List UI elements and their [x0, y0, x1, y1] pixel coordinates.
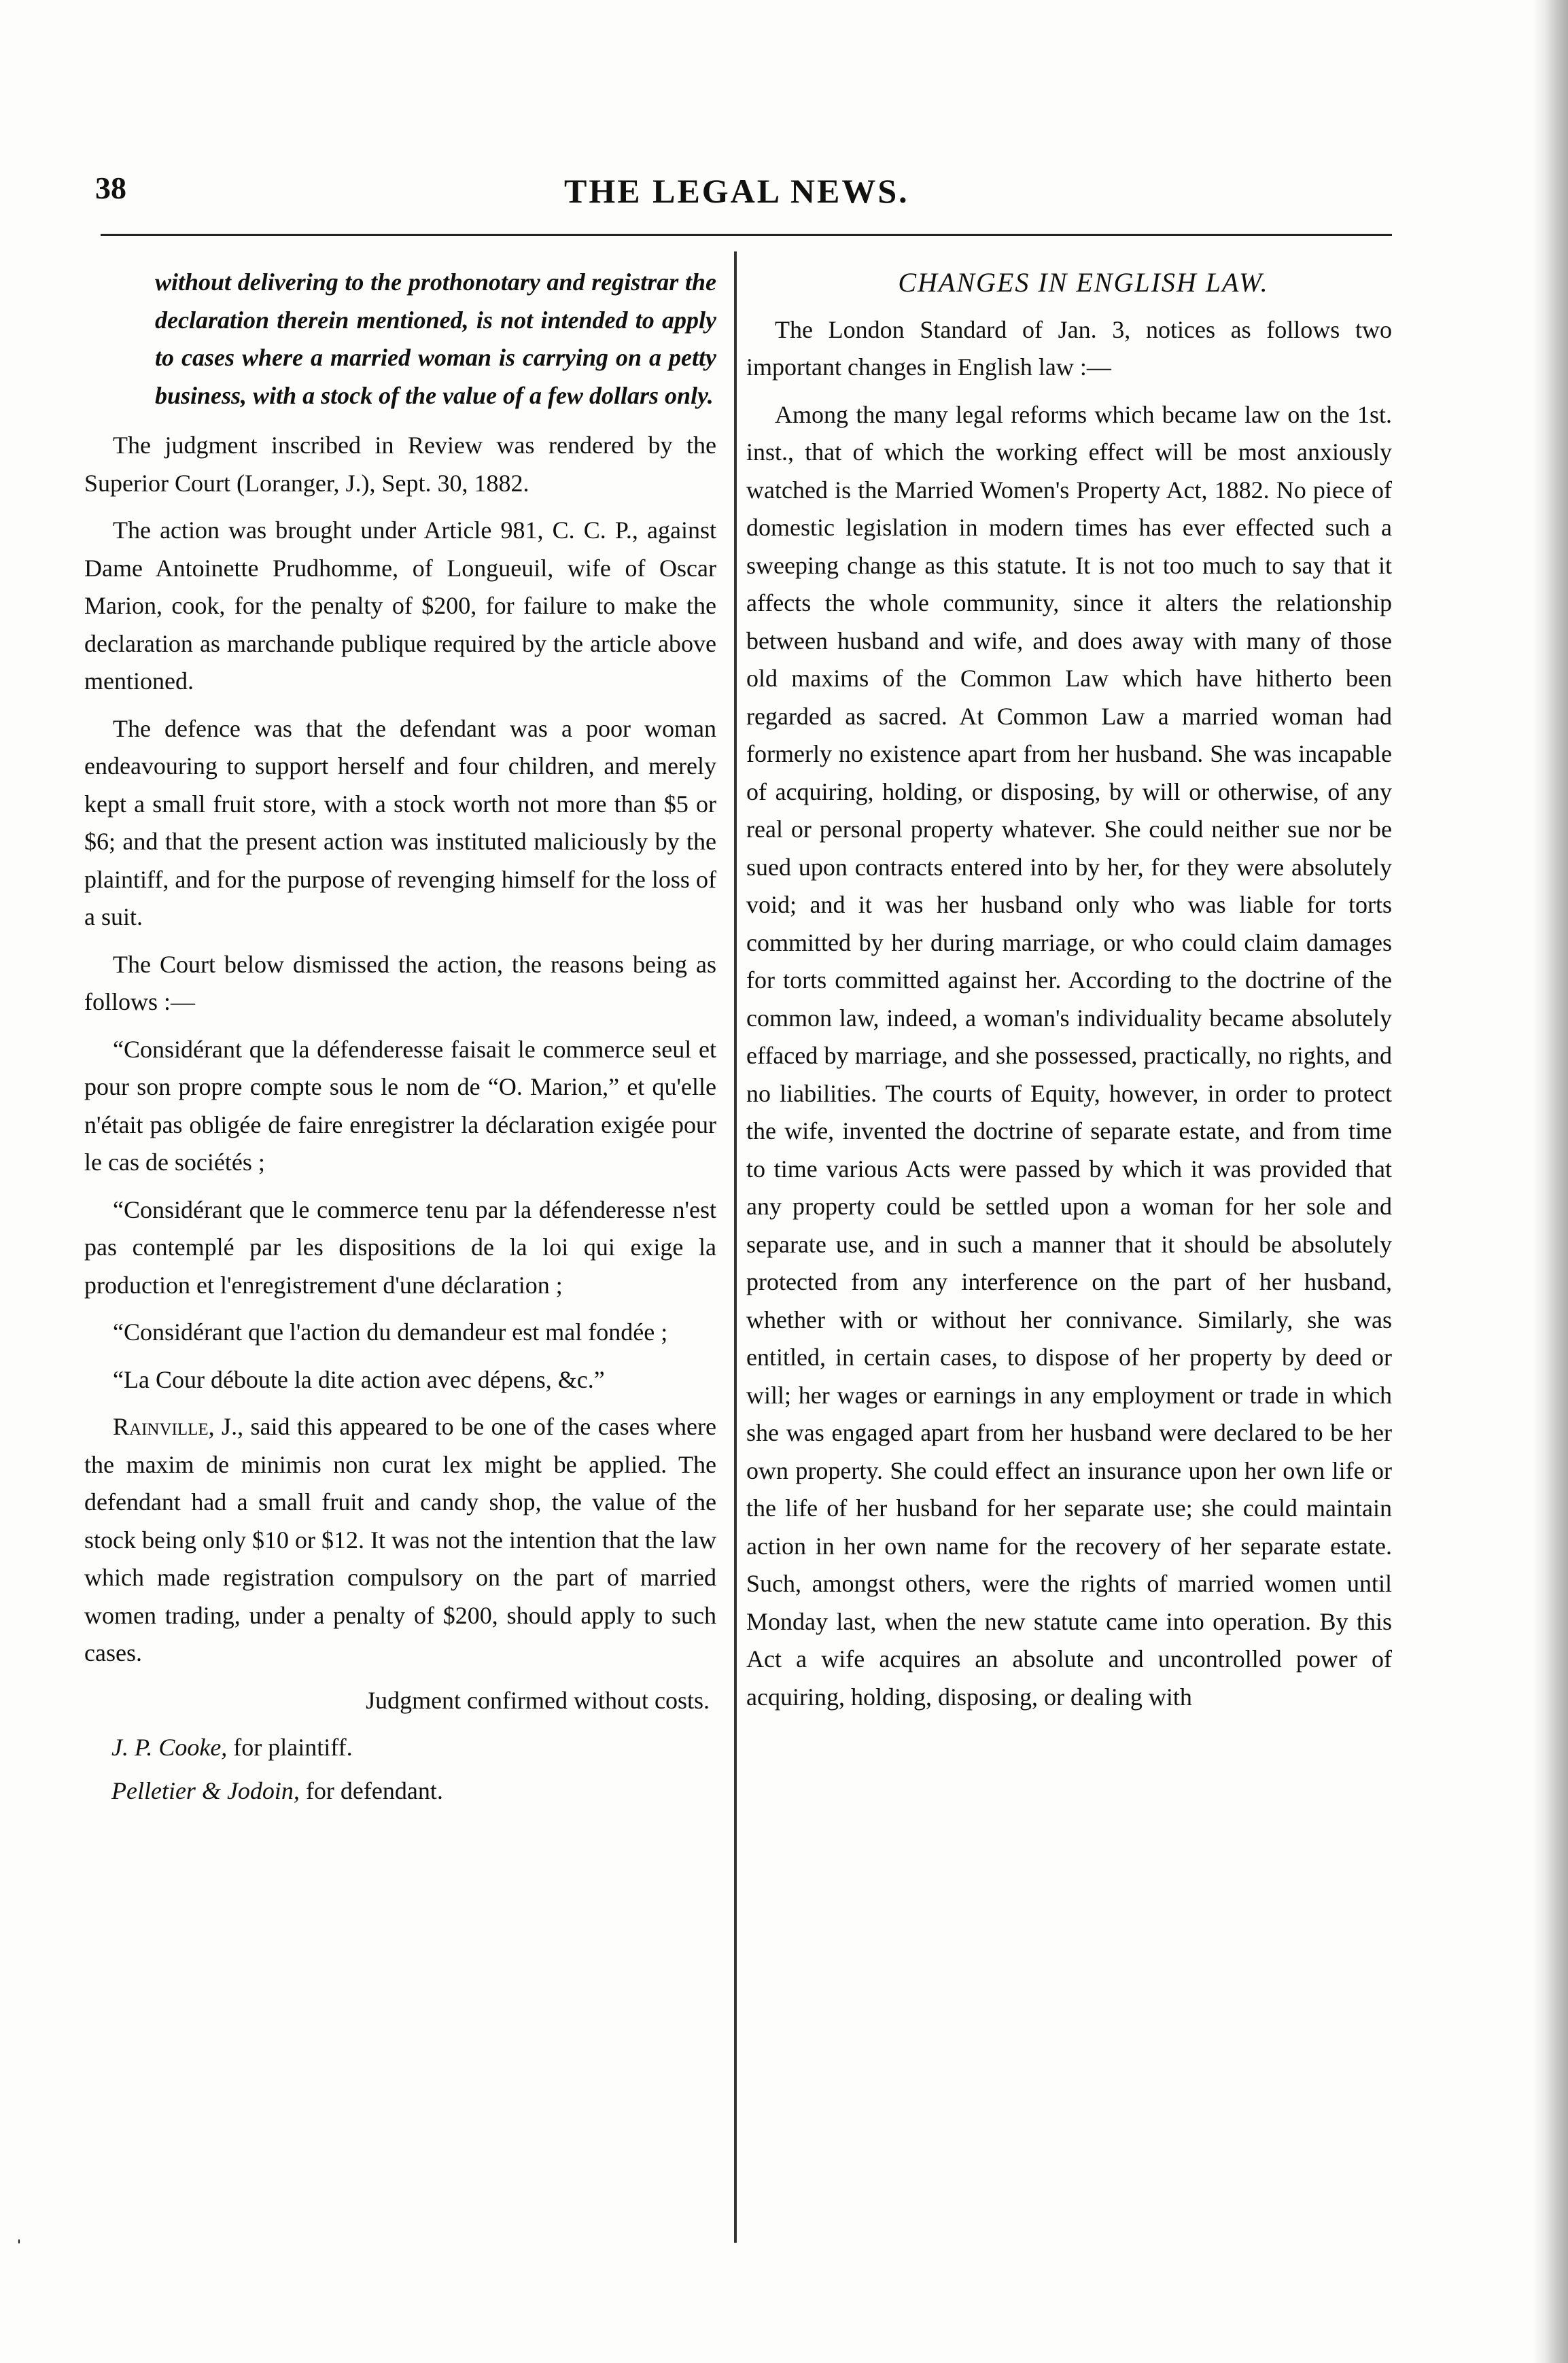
paragraph-action: The action was brought under Article 981, C. C. P., against Dame Antoinette Prudhomme, of Longueuil, wife of Oscar Marion, cook, for the penalty of $200, for failure to make the declaration as marchande publique required by the article above mentioned. [84, 517, 716, 695]
paragraph-court-below: The Court below dismissed the action, the reasons being as follows :— [84, 950, 716, 1015]
paragraph-review: The judgment inscribed in Review was rendered by the Superior Court (Loranger, J.), Sept. 30, 1882. [84, 432, 716, 497]
counsel-defendant-role: for defendant. [299, 1776, 443, 1804]
article-intro: The London Standard of Jan. 3, notices as follows two important changes in English law :— [746, 315, 1392, 381]
article-body: Among the many legal reforms which became law on the 1st. inst., that of which the working effect will be most anxiously watched is the Married Women's Property Act, 1882. No piece of domestic legislation in modern times has ever effected such a sweeping change as this statute. It is not too much to say that it affects the whole community, since it alters the relationship between husband and wife, and does away with many of those old maxims of the Common Law which have hitherto been regarded as sacred. At Common Law a married woman had formerly no existence apart from her husband. She was incapable of acquiring, holding, or disposing, by will or otherwise, of any real or personal property whatever. She could neither sue nor be sued upon contracts entered into by her, for they were absolutely void; and it was her husband only who was liable for torts committed by her during marriage, or who could claim damages for torts committed against her. According to the doctrine of the common law, indeed, a woman's individuality became absolutely effaced by marriage, and she possessed, practically, no rights, and no liabilities. The courts of Equity, however, in order to protect the wife, invented the doctrine of separate estate, and from time to time various Acts were passed by which it was provided that any property could be settled upon a woman for her sole and separate use, and in such a manner that it should be absolutely protected from any interference on the part of her husband, whether with or without her connivance. Similarly, she was entitled, in certain cases, to dispose of her property by deed or will; her wages or earnings in any employment or trade in which she was engaged apart from her husband were declared to be her own property. She could effect an insurance upon her own life or the life of her husband for her separate use; she could maintain action in her own name for the recovery of her separate estate. Such, amongst others, were the rights of married women until Monday last, when the new statute came into operation. By this Act a wife acquires an absolute and uncontrolled power of acquiring, holding, disposing, or dealing with [746, 400, 1392, 1711]
paragraph-defence: The defence was that the defendant was a poor woman endeavouring to support herself and four children, and merely kept a small fruit store, with a stock worth not more than $5 or $6; and that the present action was instituted maliciously by the plaintiff, and for the purpose of revenging himself for the loss of a suit. [84, 714, 716, 930]
quote-la-cour: “La Cour déboute la dite action avec dépens, &c.” [113, 1365, 605, 1393]
counsel-plaintiff [84, 1729, 716, 1767]
quote-considerant-1: “Considérant que la défenderesse faisait le commerce seul et pour son propre compte sous le nom de “O. Marion,” et qu'elle n'était pas obligée de faire enregistrer la déclaration exigée pour le cas de sociétés ; [84, 1035, 716, 1176]
margin-mark: ˌ [15, 2216, 23, 2243]
judgment-line: Judgment confirmed without costs. [366, 1686, 710, 1714]
section-title: CHANGES IN ENGLISH LAW. [898, 267, 1269, 298]
quote-considerant-2: “Considérant que le commerce tenu par la défenderesse n'est pas contemplé par les dispositions de la loi qui exige la production et l'enregistrement d'une déclaration ; [84, 1195, 716, 1299]
page-number: 38 [95, 171, 126, 205]
case-syllabus: without delivering to the prothonotary and registrar the declaration therein mentioned, is not intended to apply to cases where a married woman is carrying on a petty business, with a stock of the value of a few dollars only. [155, 268, 716, 409]
page-edge-shadow [1533, 0, 1568, 2363]
header-rule [101, 234, 1392, 236]
paragraph-rainville [84, 1408, 716, 1673]
left-column [84, 264, 716, 1815]
judge-opinion: said this appeared to be one of the cases where the maxim de minimis non curat lex might be applied. The defendant had a small fruit and candy shop, the value of the stock being only $10 or $12. It was not the intention that the law which made registration compulsory on the part of married women trading, under a penalty of $200, should apply to such cases. [84, 1413, 717, 1666]
column-divider [734, 251, 737, 2243]
running-title: THE LEGAL NEWS. [564, 172, 909, 210]
right-column [746, 264, 1392, 1726]
judge-name: Rainville, J., [113, 1413, 244, 1440]
counsel-plaintiff-role: for plaintiff. [227, 1734, 353, 1761]
counsel-defendant-name: Pelletier & Jodoin, [111, 1776, 300, 1804]
quote-considerant-3: “Considérant que l'action du demandeur est mal fondée ; [113, 1318, 668, 1346]
counsel-plaintiff-name: J. P. Cooke, [111, 1734, 228, 1761]
counsel-defendant [84, 1772, 716, 1810]
